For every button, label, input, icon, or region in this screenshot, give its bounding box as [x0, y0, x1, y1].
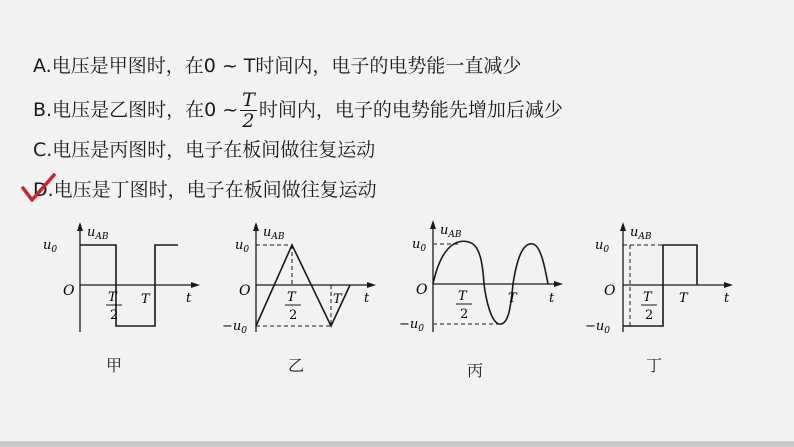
origin-label: O [604, 283, 616, 299]
option-b-suffix: 时间内，电子的电势能先增加后减少 [258, 99, 563, 121]
origin-label: O [239, 283, 251, 299]
option-b [33, 90, 563, 131]
option-b-fraction [240, 90, 257, 131]
graph-yi [216, 222, 386, 342]
y-axis-label: $u_{AB}$ [87, 225, 109, 242]
x-arrow [554, 281, 563, 287]
half-period-num: T [643, 290, 652, 305]
y-axis-label: $u_{AB}$ [630, 225, 652, 242]
option-b-prefix: B.电压是乙图时，在0 ~ [33, 99, 239, 121]
u0-label: $u_0$ [595, 238, 610, 255]
neg-u0-label: $-u_0$ [222, 319, 247, 336]
waveform [433, 241, 548, 324]
option-a: A.电压是甲图时，在0 ~ T时间内，电子的电势能一直减少 [33, 55, 522, 77]
period-label: T [508, 291, 517, 306]
checkmark-icon [20, 172, 58, 206]
u0-label: $u_0$ [412, 237, 427, 254]
half-period-num: T [108, 290, 117, 305]
neg-u0-label: $-u_0$ [585, 319, 610, 336]
y-arrow [620, 222, 626, 231]
option-c: C.电压是丙图时，电子在板间做往复运动 [33, 139, 376, 161]
x-axis-label: t [364, 291, 370, 306]
half-period-num: T [287, 290, 296, 305]
fraction-numerator: T [242, 89, 255, 111]
half-period-den: 2 [289, 308, 298, 323]
u0-label: $u_0$ [235, 238, 250, 255]
figure-label-bing: 丙 [467, 361, 484, 380]
x-arrow [724, 282, 733, 288]
x-arrow [367, 282, 376, 288]
period-label: T [333, 292, 342, 307]
y-arrow [253, 222, 259, 231]
figure-label-jia: 甲 [106, 356, 123, 375]
x-arrow [191, 282, 200, 288]
u0-label: $u_0$ [43, 238, 58, 255]
half-period-den: 2 [645, 308, 654, 323]
y-arrow [77, 222, 83, 231]
graph-ding [583, 222, 753, 342]
x-axis-label: t [724, 291, 730, 306]
half-period-den: 2 [110, 308, 119, 323]
x-axis-label: t [549, 291, 555, 306]
half-period-den: 2 [460, 307, 469, 322]
y-axis-label: $u_{AB}$ [263, 225, 285, 242]
half-period-num: T [458, 289, 467, 304]
period-label: T [141, 292, 150, 307]
option-d: D.电压是丁图时，电子在板间做往复运动 [33, 179, 377, 201]
graph-bing [393, 218, 573, 342]
fraction-denominator: 2 [242, 110, 255, 132]
period-label: T [679, 291, 688, 306]
origin-label: O [416, 282, 428, 298]
x-axis-label: t [186, 291, 192, 306]
y-arrow [430, 220, 436, 229]
figure-label-yi: 乙 [288, 356, 305, 375]
origin-label: O [63, 283, 75, 299]
y-axis-label: $u_{AB}$ [440, 223, 462, 240]
graph-jia [40, 222, 210, 342]
neg-u0-label: $-u_0$ [399, 317, 424, 334]
figure-label-ding: 丁 [646, 356, 663, 375]
